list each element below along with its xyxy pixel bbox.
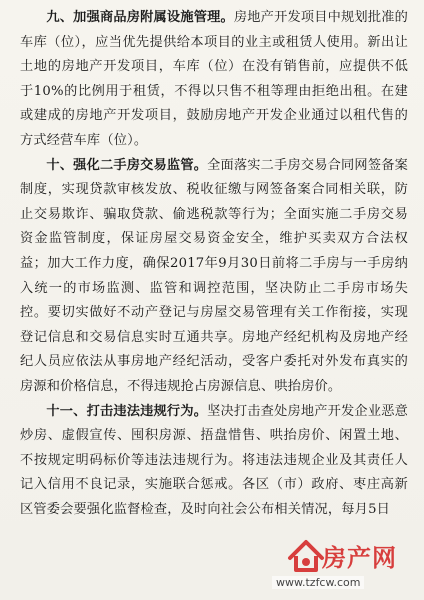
house-logo-icon — [286, 536, 326, 576]
paragraph-heading: 十、强化二手房交易监管。 — [46, 157, 208, 173]
watermark-url: www.tzfcw.com — [272, 576, 364, 589]
paragraph-text: 坚决打击查处房地产开发企业恶意炒房、虚假宣传、囤积房源、捂盘惜售、哄抬房价、闲置土地、不按规定明码标价等违法违规行为。将违法违规企业及其责任人记入信用不良记录，实施联合惩戒。各区（市）政府、枣庄高新区管委会要强化监督检查，及时向社会公布相关情况，每月5日 — [20, 403, 408, 517]
paragraph-heading: 十一、打击违法违规行为。 — [46, 403, 208, 419]
paragraph-9 — [20, 6, 408, 154]
paragraph-heading: 九、加强商品房附属设施管理。 — [46, 10, 234, 25]
paragraph-text: 全面落实二手房交易合同网签备案制度，实现贷款审核发放、税收征缴与网签备案合同相关联，防止交易欺诈、骗取贷款、偷逃税款等行为；全面实施二手房交易资金监管制度，保证房屋交易资金安全，维护买卖双方合法权益；加大工作力度，确保2017年9月30日前将二手房与一手房纳入统一的市场监测、监管和调控范围，坚决防止二手房市场失控。要切实做好不动产登记与房屋交易管理有关工作衔接，实现登记信息和交易信息实时互通共享。房地产经纪机构及房地产经纪人员应依法从事房地产经纪活动，受客户委托对外发布真实的房源和价格信息，不得违规抢占房源信息、哄抬房价。 — [20, 157, 408, 394]
paragraph-10 — [20, 154, 408, 400]
paragraph-text: 房地产开发项目中规划批准的车库（位），应当优先提供给本项目的业主或租赁人使用。新出让土地的房地产开发项目，车库（位）在没有销售前，应提供不低于10%的比例用于租赁，不得以只售不租等理由拒绝出租。在建或建成的房地产开发项目，鼓励房地产开发企业通过以租代售的方式经营车库（位）。 — [20, 10, 408, 148]
site-watermark — [270, 536, 420, 596]
paragraph-11 — [20, 400, 408, 523]
document-body — [20, 6, 408, 522]
watermark-brand: 房产网 — [322, 544, 397, 572]
